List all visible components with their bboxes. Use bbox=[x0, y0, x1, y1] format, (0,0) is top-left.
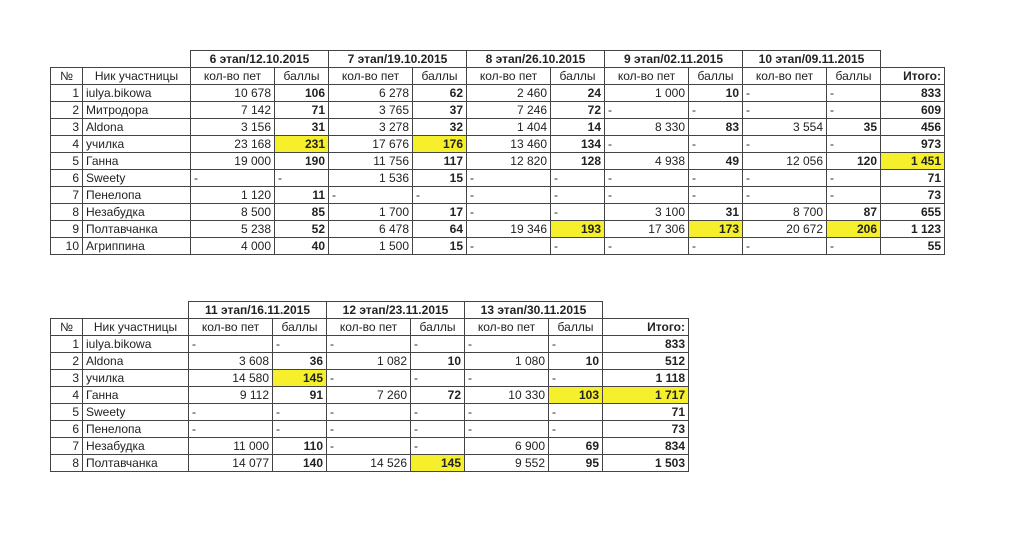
table-row bbox=[51, 153, 945, 170]
points-cell: - bbox=[551, 204, 605, 221]
row-number: 7 bbox=[51, 438, 83, 455]
points-header: баллы bbox=[275, 68, 329, 85]
total-cell: 833 bbox=[603, 336, 689, 353]
qty-cell: 1 536 bbox=[329, 170, 413, 187]
points-cell: - bbox=[551, 187, 605, 204]
qty-cell: 20 672 bbox=[743, 221, 827, 238]
qty-cell: 23 168 bbox=[191, 136, 275, 153]
qty-cell: - bbox=[605, 170, 689, 187]
qty-cell: - bbox=[467, 170, 551, 187]
qty-header: кол-во пет bbox=[329, 68, 413, 85]
total-cell: 1 451 bbox=[881, 153, 945, 170]
points-cell: - bbox=[689, 102, 743, 119]
column-header-row bbox=[51, 319, 689, 336]
qty-cell: 1 500 bbox=[329, 238, 413, 255]
qty-cell: 3 278 bbox=[329, 119, 413, 136]
points-cell: 110 bbox=[273, 438, 327, 455]
points-cell: 11 bbox=[275, 187, 329, 204]
points-cell: - bbox=[551, 238, 605, 255]
participant-nick: училка bbox=[83, 136, 191, 153]
row-number: 4 bbox=[51, 136, 83, 153]
points-cell: 36 bbox=[273, 353, 327, 370]
table-row bbox=[51, 85, 945, 102]
points-cell: 64 bbox=[413, 221, 467, 238]
points-cell: - bbox=[549, 336, 603, 353]
qty-cell: - bbox=[189, 336, 273, 353]
participant-nick: Полтавчанка bbox=[83, 455, 189, 472]
table-row bbox=[51, 136, 945, 153]
points-cell: - bbox=[827, 187, 881, 204]
points-cell: - bbox=[273, 404, 327, 421]
stage-header: 7 этап/19.10.2015 bbox=[329, 51, 467, 68]
stage-header: 10 этап/09.11.2015 bbox=[743, 51, 881, 68]
row-number: 5 bbox=[51, 404, 83, 421]
blank-cell bbox=[603, 302, 689, 319]
points-cell: 10 bbox=[549, 353, 603, 370]
points-cell: - bbox=[549, 370, 603, 387]
points-cell: - bbox=[827, 170, 881, 187]
qty-cell: 2 460 bbox=[467, 85, 551, 102]
qty-cell: 1 082 bbox=[327, 353, 411, 370]
total-cell: 973 bbox=[881, 136, 945, 153]
qty-cell: - bbox=[465, 404, 549, 421]
row-number: 3 bbox=[51, 370, 83, 387]
participant-nick: Sweety bbox=[83, 404, 189, 421]
participant-nick: Aldona bbox=[83, 119, 191, 136]
blank-cell bbox=[881, 51, 945, 68]
points-cell: 103 bbox=[549, 387, 603, 404]
qty-header: кол-во пет bbox=[189, 319, 273, 336]
table-row bbox=[51, 102, 945, 119]
points-cell: 145 bbox=[411, 455, 465, 472]
qty-cell: - bbox=[327, 370, 411, 387]
participant-nick: Пенелопа bbox=[83, 421, 189, 438]
qty-cell: - bbox=[467, 187, 551, 204]
qty-header: кол-во пет bbox=[191, 68, 275, 85]
qty-cell: 8 500 bbox=[191, 204, 275, 221]
blank-cell bbox=[51, 51, 83, 68]
points-cell: 120 bbox=[827, 153, 881, 170]
points-cell: - bbox=[273, 336, 327, 353]
qty-cell: - bbox=[465, 370, 549, 387]
points-cell: 24 bbox=[551, 85, 605, 102]
points-cell: 117 bbox=[413, 153, 467, 170]
table-row bbox=[51, 187, 945, 204]
qty-cell: 3 156 bbox=[191, 119, 275, 136]
participant-nick: Ганна bbox=[83, 387, 189, 404]
qty-cell: - bbox=[743, 85, 827, 102]
number-header: № bbox=[51, 68, 83, 85]
points-cell: 14 bbox=[551, 119, 605, 136]
qty-header: кол-во пет bbox=[327, 319, 411, 336]
qty-cell: 6 900 bbox=[465, 438, 549, 455]
points-cell: 145 bbox=[273, 370, 327, 387]
points-header: баллы bbox=[411, 319, 465, 336]
stage-header: 12 этап/23.11.2015 bbox=[327, 302, 465, 319]
table-row bbox=[51, 370, 689, 387]
points-cell: 128 bbox=[551, 153, 605, 170]
table-row bbox=[51, 455, 689, 472]
total-cell: 609 bbox=[881, 102, 945, 119]
qty-cell: - bbox=[327, 421, 411, 438]
qty-cell: 1 120 bbox=[191, 187, 275, 204]
qty-cell: 3 100 bbox=[605, 204, 689, 221]
qty-cell: 13 460 bbox=[467, 136, 551, 153]
row-number: 9 bbox=[51, 221, 83, 238]
stage-header: 13 этап/30.11.2015 bbox=[465, 302, 603, 319]
points-cell: 15 bbox=[413, 170, 467, 187]
qty-header: кол-во пет bbox=[743, 68, 827, 85]
points-cell: 173 bbox=[689, 221, 743, 238]
qty-cell: - bbox=[605, 136, 689, 153]
qty-cell: - bbox=[743, 136, 827, 153]
points-cell: 10 bbox=[411, 353, 465, 370]
participant-nick: Незабудка bbox=[83, 438, 189, 455]
table-row bbox=[51, 221, 945, 238]
table-row bbox=[51, 404, 689, 421]
total-header: Итого: bbox=[603, 319, 689, 336]
points-cell: 69 bbox=[549, 438, 603, 455]
table-row bbox=[51, 119, 945, 136]
points-header: баллы bbox=[827, 68, 881, 85]
points-cell: 134 bbox=[551, 136, 605, 153]
points-cell: 10 bbox=[689, 85, 743, 102]
total-cell: 1 503 bbox=[603, 455, 689, 472]
qty-cell: 6 478 bbox=[329, 221, 413, 238]
column-header-row bbox=[51, 68, 945, 85]
total-header: Итого: bbox=[881, 68, 945, 85]
points-cell: 91 bbox=[273, 387, 327, 404]
points-header: баллы bbox=[549, 319, 603, 336]
points-cell: 176 bbox=[413, 136, 467, 153]
stage-header: 9 этап/02.11.2015 bbox=[605, 51, 743, 68]
participant-nick: Митродора bbox=[83, 102, 191, 119]
qty-cell: 3 608 bbox=[189, 353, 273, 370]
points-cell: 85 bbox=[275, 204, 329, 221]
qty-cell: - bbox=[189, 404, 273, 421]
total-cell: 1 118 bbox=[603, 370, 689, 387]
points-header: баллы bbox=[273, 319, 327, 336]
row-number: 6 bbox=[51, 170, 83, 187]
qty-cell: 17 306 bbox=[605, 221, 689, 238]
points-cell: 17 bbox=[413, 204, 467, 221]
qty-cell: - bbox=[467, 204, 551, 221]
qty-cell: 14 580 bbox=[189, 370, 273, 387]
points-cell: 71 bbox=[275, 102, 329, 119]
qty-cell: - bbox=[743, 102, 827, 119]
qty-cell: 3 765 bbox=[329, 102, 413, 119]
total-cell: 655 bbox=[881, 204, 945, 221]
points-cell: - bbox=[689, 136, 743, 153]
participant-nick: Пенелопа bbox=[83, 187, 191, 204]
stage-header: 11 этап/16.11.2015 bbox=[189, 302, 327, 319]
row-number: 4 bbox=[51, 387, 83, 404]
qty-cell: - bbox=[327, 438, 411, 455]
participant-nick: Полтавчанка bbox=[83, 221, 191, 238]
table-row bbox=[51, 438, 689, 455]
points-cell: - bbox=[411, 370, 465, 387]
qty-header: кол-во пет bbox=[465, 319, 549, 336]
table-row bbox=[51, 204, 945, 221]
qty-cell: 7 260 bbox=[327, 387, 411, 404]
table-row bbox=[51, 336, 689, 353]
score-table-stages-11-13 bbox=[50, 301, 689, 472]
qty-cell: 12 820 bbox=[467, 153, 551, 170]
qty-cell: - bbox=[605, 187, 689, 204]
row-number: 2 bbox=[51, 102, 83, 119]
row-number: 2 bbox=[51, 353, 83, 370]
qty-cell: 4 938 bbox=[605, 153, 689, 170]
points-cell: - bbox=[413, 187, 467, 204]
nick-header: Ник участницы bbox=[83, 319, 189, 336]
total-cell: 512 bbox=[603, 353, 689, 370]
qty-cell: 14 077 bbox=[189, 455, 273, 472]
qty-cell: - bbox=[327, 404, 411, 421]
qty-header: кол-во пет bbox=[605, 68, 689, 85]
participant-nick: Aldona bbox=[83, 353, 189, 370]
points-cell: 32 bbox=[413, 119, 467, 136]
points-cell: 87 bbox=[827, 204, 881, 221]
qty-cell: - bbox=[327, 336, 411, 353]
qty-cell: 12 056 bbox=[743, 153, 827, 170]
points-header: баллы bbox=[413, 68, 467, 85]
total-cell: 456 bbox=[881, 119, 945, 136]
qty-cell: 8 330 bbox=[605, 119, 689, 136]
participant-nick: iulya.bikowa bbox=[83, 85, 191, 102]
qty-cell: 11 756 bbox=[329, 153, 413, 170]
qty-cell: 1 700 bbox=[329, 204, 413, 221]
row-number: 7 bbox=[51, 187, 83, 204]
qty-cell: 9 112 bbox=[189, 387, 273, 404]
stage-header-row bbox=[51, 302, 689, 319]
qty-cell: - bbox=[743, 187, 827, 204]
points-cell: 83 bbox=[689, 119, 743, 136]
points-cell: 35 bbox=[827, 119, 881, 136]
qty-cell: 9 552 bbox=[465, 455, 549, 472]
qty-cell: 7 246 bbox=[467, 102, 551, 119]
points-cell: - bbox=[827, 102, 881, 119]
nick-header: Ник участницы bbox=[83, 68, 191, 85]
participant-nick: Ганна bbox=[83, 153, 191, 170]
qty-cell: 11 000 bbox=[189, 438, 273, 455]
score-table-stages-6-10 bbox=[50, 50, 945, 255]
qty-cell: 4 000 bbox=[191, 238, 275, 255]
points-cell: - bbox=[273, 421, 327, 438]
qty-cell: 3 554 bbox=[743, 119, 827, 136]
points-cell: - bbox=[549, 421, 603, 438]
points-cell: 52 bbox=[275, 221, 329, 238]
points-cell: - bbox=[411, 421, 465, 438]
points-cell: 37 bbox=[413, 102, 467, 119]
participant-nick: Агриппина bbox=[83, 238, 191, 255]
qty-cell: - bbox=[605, 238, 689, 255]
qty-cell: 6 278 bbox=[329, 85, 413, 102]
qty-cell: - bbox=[465, 336, 549, 353]
qty-cell: 19 346 bbox=[467, 221, 551, 238]
qty-cell: - bbox=[605, 102, 689, 119]
stage-header-row bbox=[51, 51, 945, 68]
table-row bbox=[51, 238, 945, 255]
qty-cell: 5 238 bbox=[191, 221, 275, 238]
points-cell: 190 bbox=[275, 153, 329, 170]
points-cell: - bbox=[689, 170, 743, 187]
points-header: баллы bbox=[551, 68, 605, 85]
points-cell: - bbox=[549, 404, 603, 421]
blank-cell bbox=[51, 302, 83, 319]
row-number: 10 bbox=[51, 238, 83, 255]
points-cell: 106 bbox=[275, 85, 329, 102]
points-cell: 15 bbox=[413, 238, 467, 255]
stage-header: 8 этап/26.10.2015 bbox=[467, 51, 605, 68]
row-number: 5 bbox=[51, 153, 83, 170]
points-cell: 31 bbox=[275, 119, 329, 136]
points-cell: - bbox=[827, 238, 881, 255]
points-cell: - bbox=[411, 404, 465, 421]
points-cell: - bbox=[689, 187, 743, 204]
qty-cell: - bbox=[189, 421, 273, 438]
points-cell: 72 bbox=[551, 102, 605, 119]
qty-header: кол-во пет bbox=[467, 68, 551, 85]
row-number: 3 bbox=[51, 119, 83, 136]
total-cell: 1 123 bbox=[881, 221, 945, 238]
row-number: 1 bbox=[51, 336, 83, 353]
points-cell: 140 bbox=[273, 455, 327, 472]
qty-cell: 19 000 bbox=[191, 153, 275, 170]
points-cell: 231 bbox=[275, 136, 329, 153]
points-cell: - bbox=[689, 238, 743, 255]
qty-cell: - bbox=[465, 421, 549, 438]
points-cell: - bbox=[411, 336, 465, 353]
points-cell: 31 bbox=[689, 204, 743, 221]
participant-nick: iulya.bikowa bbox=[83, 336, 189, 353]
points-cell: - bbox=[551, 170, 605, 187]
points-header: баллы bbox=[689, 68, 743, 85]
participant-nick: Незабудка bbox=[83, 204, 191, 221]
total-cell: 73 bbox=[881, 187, 945, 204]
points-cell: 62 bbox=[413, 85, 467, 102]
qty-cell: - bbox=[743, 238, 827, 255]
stage-header: 6 этап/12.10.2015 bbox=[191, 51, 329, 68]
table-row bbox=[51, 387, 689, 404]
points-cell: - bbox=[827, 136, 881, 153]
qty-cell: - bbox=[329, 187, 413, 204]
number-header: № bbox=[51, 319, 83, 336]
points-cell: - bbox=[411, 438, 465, 455]
qty-cell: 7 142 bbox=[191, 102, 275, 119]
total-cell: 1 717 bbox=[603, 387, 689, 404]
qty-cell: 8 700 bbox=[743, 204, 827, 221]
qty-cell: 10 330 bbox=[465, 387, 549, 404]
qty-cell: 1 404 bbox=[467, 119, 551, 136]
qty-cell: - bbox=[191, 170, 275, 187]
points-cell: - bbox=[275, 170, 329, 187]
points-cell: 95 bbox=[549, 455, 603, 472]
row-number: 8 bbox=[51, 204, 83, 221]
qty-cell: 17 676 bbox=[329, 136, 413, 153]
qty-cell: - bbox=[743, 170, 827, 187]
table-row bbox=[51, 170, 945, 187]
qty-cell: 1 000 bbox=[605, 85, 689, 102]
participant-nick: училка bbox=[83, 370, 189, 387]
total-cell: 71 bbox=[881, 170, 945, 187]
qty-cell: - bbox=[467, 238, 551, 255]
row-number: 6 bbox=[51, 421, 83, 438]
row-number: 8 bbox=[51, 455, 83, 472]
points-cell: 40 bbox=[275, 238, 329, 255]
blank-cell bbox=[83, 302, 189, 319]
points-cell: 193 bbox=[551, 221, 605, 238]
points-cell: 49 bbox=[689, 153, 743, 170]
total-cell: 73 bbox=[603, 421, 689, 438]
total-cell: 55 bbox=[881, 238, 945, 255]
points-cell: - bbox=[827, 85, 881, 102]
total-cell: 833 bbox=[881, 85, 945, 102]
points-cell: 206 bbox=[827, 221, 881, 238]
total-cell: 71 bbox=[603, 404, 689, 421]
qty-cell: 1 080 bbox=[465, 353, 549, 370]
qty-cell: 10 678 bbox=[191, 85, 275, 102]
blank-cell bbox=[83, 51, 191, 68]
total-cell: 834 bbox=[603, 438, 689, 455]
participant-nick: Sweety bbox=[83, 170, 191, 187]
qty-cell: 14 526 bbox=[327, 455, 411, 472]
row-number: 1 bbox=[51, 85, 83, 102]
table-row bbox=[51, 353, 689, 370]
table-row bbox=[51, 421, 689, 438]
points-cell: 72 bbox=[411, 387, 465, 404]
